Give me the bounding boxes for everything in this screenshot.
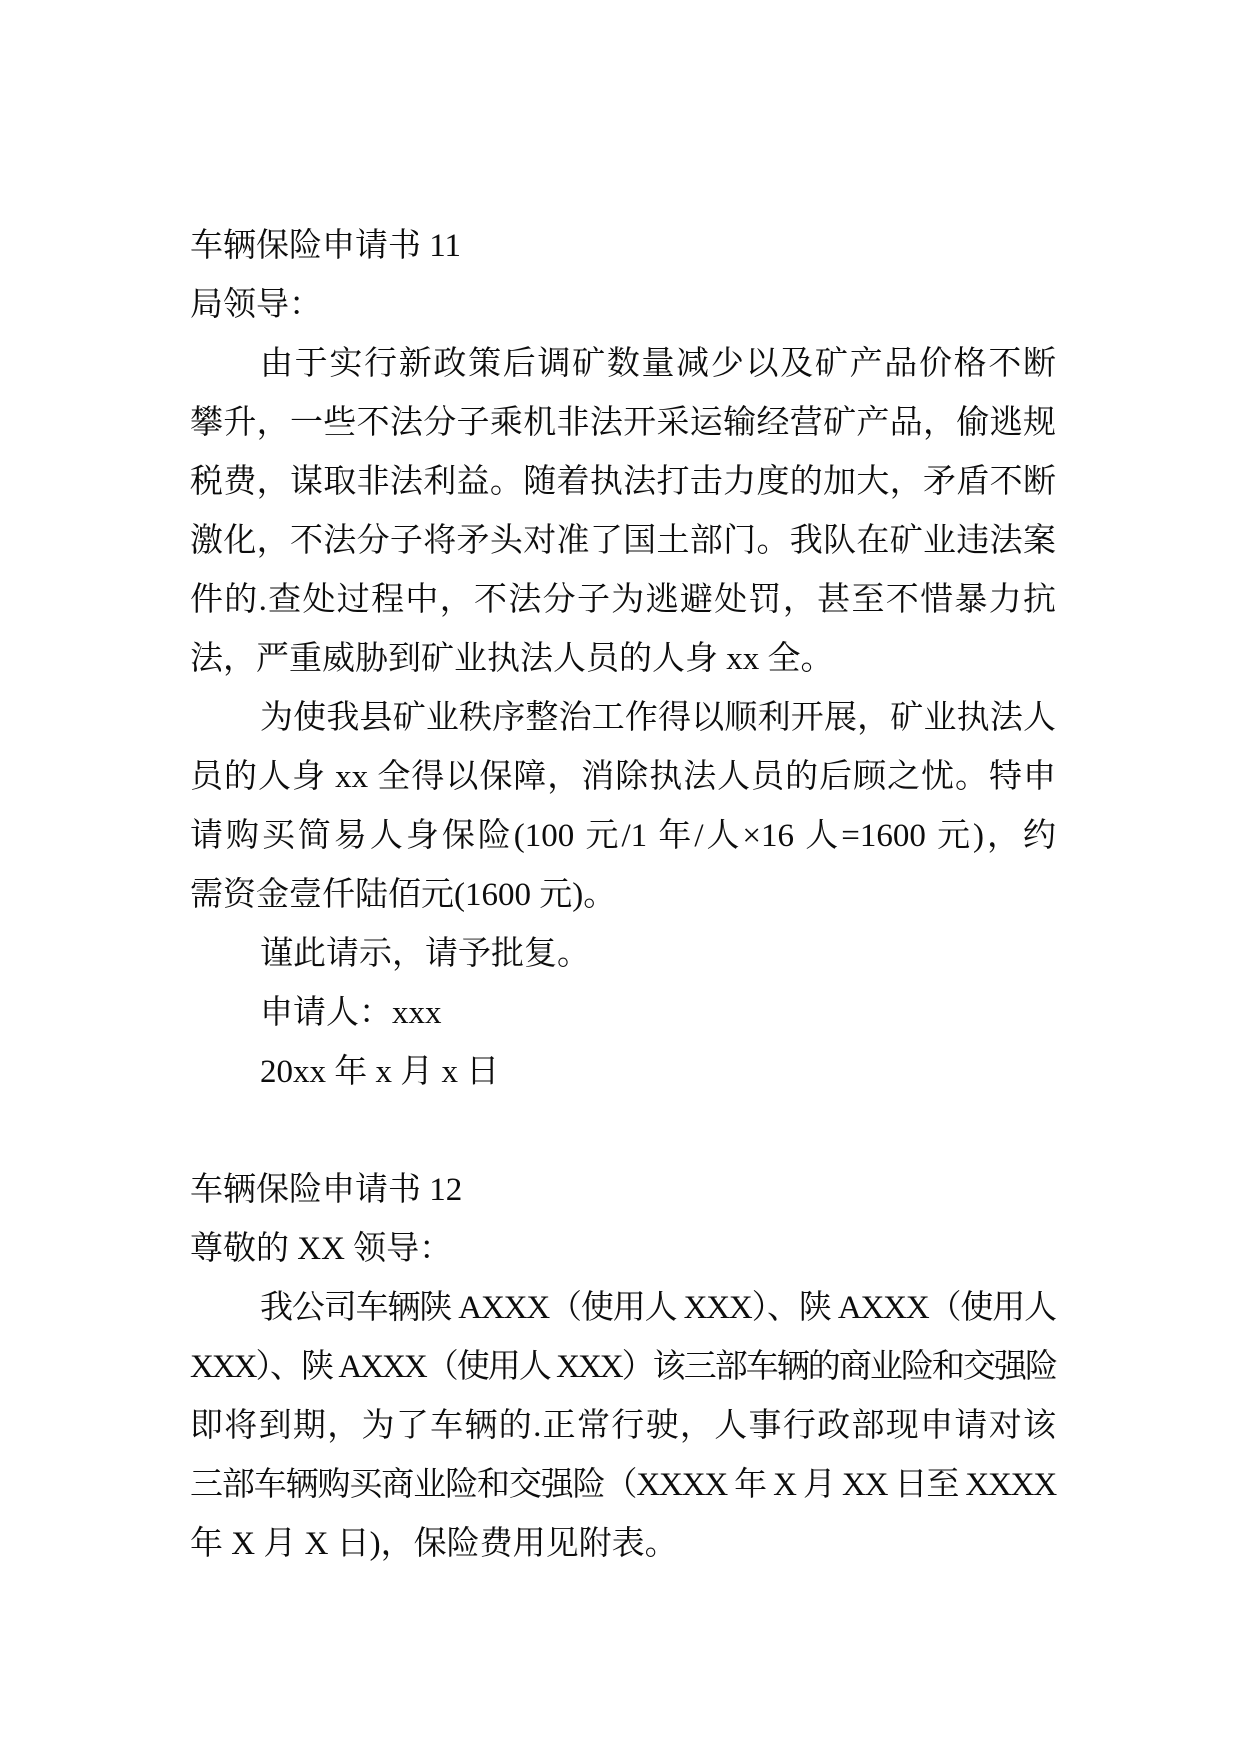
closing-paragraph <box>190 925 1056 984</box>
document-body <box>190 217 1056 1574</box>
paragraph-line: 税费，谋取非法利益。随着执法打击力度的加大，矛盾不断 <box>190 464 1056 500</box>
date-line: 20xx 年 x 月 x 日 <box>260 1054 500 1090</box>
body-paragraph <box>190 1279 1056 1574</box>
paragraph-line: 需资金壹仟陆佰元(1600 元)。 <box>190 877 617 913</box>
paragraph-line: 员的人身 xx 全得以保障，消除执法人员的后顾之忧。特申 <box>190 759 1056 795</box>
body-paragraph <box>190 689 1056 925</box>
paragraph-line: XXX）、陕 AXXX（使用人 XXX）该三部车辆的商业险和交强险 <box>190 1349 1056 1385</box>
paragraph-line: 激化，不法分子将矛头对准了国土部门。我队在矿业违法案 <box>190 523 1056 559</box>
application-letter <box>190 1161 1056 1574</box>
body-paragraph <box>190 335 1056 689</box>
letter-title: 车辆保险申请书 11 <box>190 228 462 264</box>
paragraph-line: 请购买简易人身保险(100 元/1 年/人×16 人=1600 元)，约 <box>190 818 1056 854</box>
salutation: 尊敬的 XX 领导： <box>190 1231 453 1267</box>
closing-line: 谨此请示，请予批复。 <box>260 936 590 972</box>
salutation: 局领导： <box>190 287 322 323</box>
paragraph-line: 为使我县矿业秩序整治工作得以顺利开展，矿业执法人 <box>260 700 1056 736</box>
paragraph-line: 年 X 月 X 日)，保险费用见附表。 <box>190 1526 678 1562</box>
letter-title: 车辆保险申请书 12 <box>190 1172 463 1208</box>
paragraph-line: 攀升，一些不法分子乘机非法开采运输经营矿产品，偷逃规 <box>190 405 1056 441</box>
paragraph-line: 由于实行新政策后调矿数量减少以及矿产品价格不断 <box>260 346 1056 382</box>
applicant-signature: 申请人：xxx <box>260 995 442 1031</box>
paragraph-line: 即将到期，为了车辆的.正常行驶，人事行政部现申请对该 <box>190 1408 1056 1444</box>
paragraph-line: 法，严重威胁到矿业执法人员的人身 xx 全。 <box>190 641 834 677</box>
paragraph-line: 我公司车辆陕 AXXX（使用人 XXX）、陕 AXXX（使用人 <box>260 1290 1056 1326</box>
application-letter <box>190 217 1056 1102</box>
paragraph-line: 三部车辆购买商业险和交强险（XXXX 年 X 月 XX 日至 XXXX <box>190 1467 1056 1503</box>
paragraph-line: 件的.查处过程中，不法分子为逃避处罚，甚至不惜暴力抗 <box>190 582 1056 618</box>
